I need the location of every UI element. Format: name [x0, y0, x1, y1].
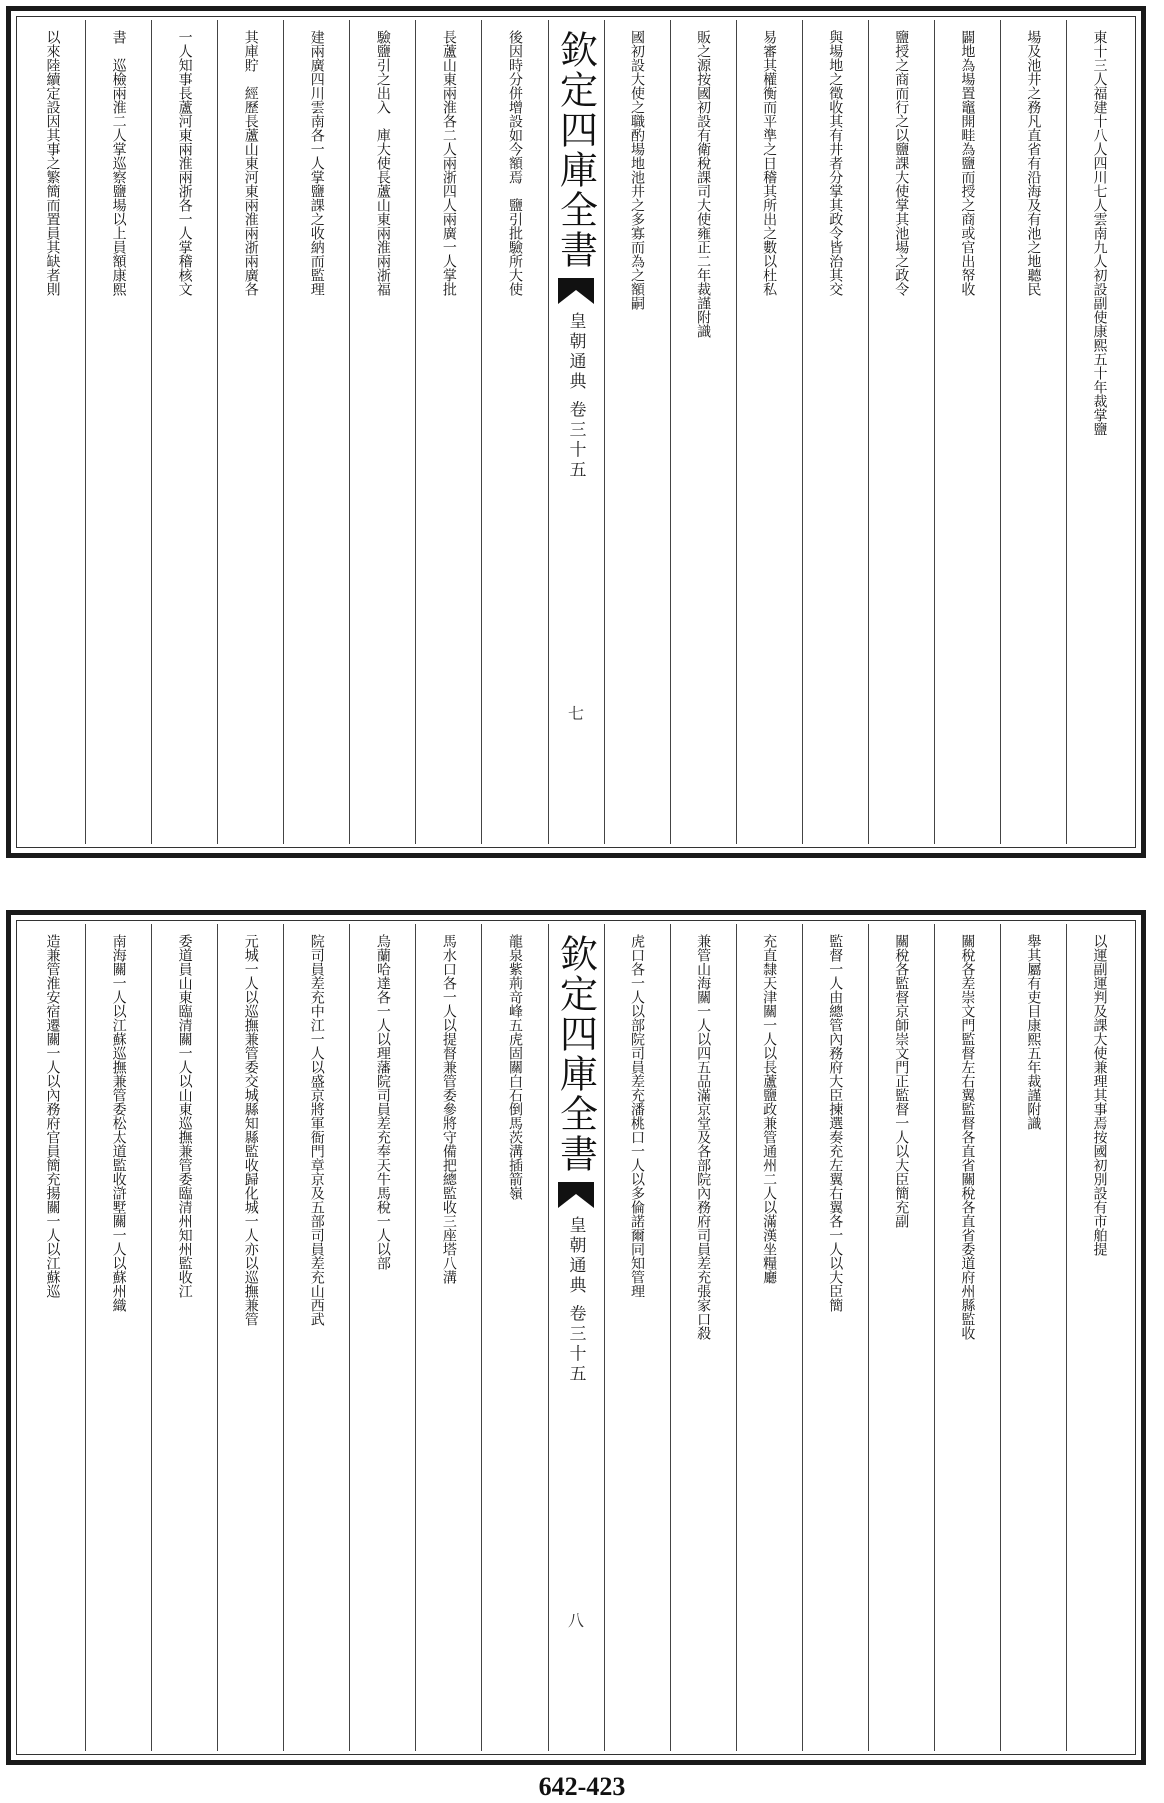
column-text: 以來陸續定設因其事之繁簡而置員其缺者則	[44, 30, 61, 296]
text-column	[481, 924, 547, 1751]
text-column	[217, 924, 283, 1751]
column-text: 國初設大使之職酌場地池井之多寡而為之額嗣	[629, 30, 646, 310]
center-fold-strip	[548, 924, 604, 1751]
bottom-page-panel	[6, 910, 1146, 1765]
text-column	[283, 20, 349, 844]
column-text: 舉其屬有吏目康熙五年裁謹附識	[1025, 934, 1042, 1130]
top-page-panel	[6, 6, 1146, 858]
text-column	[20, 924, 85, 1751]
fishtail-mark-icon	[558, 1182, 594, 1208]
center-fold-strip	[548, 20, 604, 844]
text-column	[85, 20, 151, 844]
text-column	[1000, 20, 1066, 844]
column-text: 易審其權衡而平準之日稽其所出之數以杜私	[761, 30, 778, 296]
text-column	[1066, 20, 1132, 844]
text-column	[802, 924, 868, 1751]
column-text: 龍泉紫荊竒峰五虎固關白石倒馬茨溝插箭嶺	[506, 934, 523, 1200]
book-title: 欽定四庫全書	[553, 934, 598, 1174]
text-column	[868, 20, 934, 844]
column-text: 虎口各一人以部院司員差充潘桃口一人以多倫諾爾同知管理	[629, 934, 646, 1298]
fishtail-mark-icon	[558, 278, 594, 304]
text-column	[85, 924, 151, 1751]
column-text: 書 巡檢兩淮二人掌巡察鹽場以上員額康熙	[110, 30, 127, 296]
text-column	[1066, 924, 1132, 1751]
text-column	[868, 924, 934, 1751]
text-column	[736, 924, 802, 1751]
leaf-number: 八	[567, 1611, 584, 1630]
column-text: 後因時分併增設如今額焉 鹽引批驗所大使	[506, 30, 523, 296]
text-column	[604, 20, 670, 844]
text-column	[736, 20, 802, 844]
text-column	[670, 924, 736, 1751]
column-text: 南海關一人以江蘇巡撫兼管委松太道監收滸墅關一人以蘇州織	[110, 934, 127, 1312]
top-text-columns	[20, 20, 1132, 844]
text-column	[151, 924, 217, 1751]
text-column	[604, 924, 670, 1751]
column-text: 關稅各差崇文門監督左右翼監督各直省關稅各直省委道府州縣監收	[959, 934, 976, 1340]
text-column	[481, 20, 547, 844]
page-number: 642-423	[538, 1772, 626, 1801]
column-text: 烏蘭哈達各一人以理藩院司員差充奉天牛馬稅一人以部	[374, 934, 391, 1270]
column-text: 驗鹽引之出入 庫大使長蘆山東兩淮兩浙福	[374, 30, 391, 296]
leaf-number: 七	[567, 704, 584, 723]
book-title: 欽定四庫全書	[553, 30, 598, 270]
text-column	[934, 924, 1000, 1751]
column-text: 場及池井之務凡直省有沿海及有池之地聽民	[1025, 30, 1042, 296]
text-column	[415, 20, 481, 844]
text-column	[934, 20, 1000, 844]
column-text: 充直隸天津關一人以長蘆鹽政兼管通州二人以滿漢坐糧廳	[761, 934, 778, 1284]
column-text: 元城一人以巡撫兼管委交城縣知縣監收歸化城一人亦以巡撫兼管	[242, 934, 259, 1326]
text-column	[349, 20, 415, 844]
column-text: 關稅各監督京師崇文門正監督一人以大臣簡充副	[893, 934, 910, 1228]
text-column	[217, 20, 283, 844]
column-text: 販之源按國初設有衛稅課司大使雍正二年裁謹附識	[695, 30, 712, 338]
text-column	[20, 20, 85, 844]
column-text: 造兼管淮安宿遷關一人以內務府官員簡充揚關一人以江蘇巡	[44, 934, 61, 1298]
column-text: 委道員山東臨清關一人以山東巡撫兼管委臨清州知州監收江	[176, 934, 193, 1298]
book-volume-info: 皇朝通典 卷三十五	[565, 1216, 586, 1385]
column-text: 與場地之徵收其有井者分掌其政令皆治其交	[827, 30, 844, 296]
column-text: 闢地為場置竈開畦為鹽而授之商或官出帑收	[959, 30, 976, 296]
column-text: 院司員差充中江一人以盛京將軍衙門章京及五部司員差充山西武	[308, 934, 325, 1326]
text-column	[670, 20, 736, 844]
text-column	[1000, 924, 1066, 1751]
text-column	[283, 924, 349, 1751]
column-text: 東十三人福建十八人四川七人雲南九人初設副使康熙五十年裁掌鹽	[1091, 30, 1108, 436]
column-text: 監督一人由總管內務府大臣揀選奏充左翼右翼各一人以大臣簡	[827, 934, 844, 1312]
column-text: 建兩廣四川雲南各一人掌鹽課之收納而監理	[308, 30, 325, 296]
text-column	[802, 20, 868, 844]
column-text: 馬水口各一人以提督兼管委參將守備把總監收三座塔八溝	[440, 934, 457, 1284]
column-text: 以運副運判及課大使兼理其事焉按國初別設有市舶提	[1091, 934, 1108, 1256]
column-text: 其庫貯 經歷長蘆山東河東兩淮兩浙兩廣各	[242, 30, 259, 296]
column-text: 兼管山海關一人以四五品滿京堂及各部院內務府司員差充張家口殺	[695, 934, 712, 1340]
text-column	[349, 924, 415, 1751]
text-column	[415, 924, 481, 1751]
column-text: 長蘆山東兩淮各二人兩浙四人兩廣一人掌批	[440, 30, 457, 296]
bottom-text-columns	[20, 924, 1132, 1751]
book-volume-info: 皇朝通典 卷三十五	[565, 312, 586, 481]
column-text: 一人知事長蘆河東兩淮兩浙各一人掌稽核文	[176, 30, 193, 296]
column-text: 鹽授之商而行之以鹽課大使掌其池場之政令	[893, 30, 910, 296]
text-column	[151, 20, 217, 844]
